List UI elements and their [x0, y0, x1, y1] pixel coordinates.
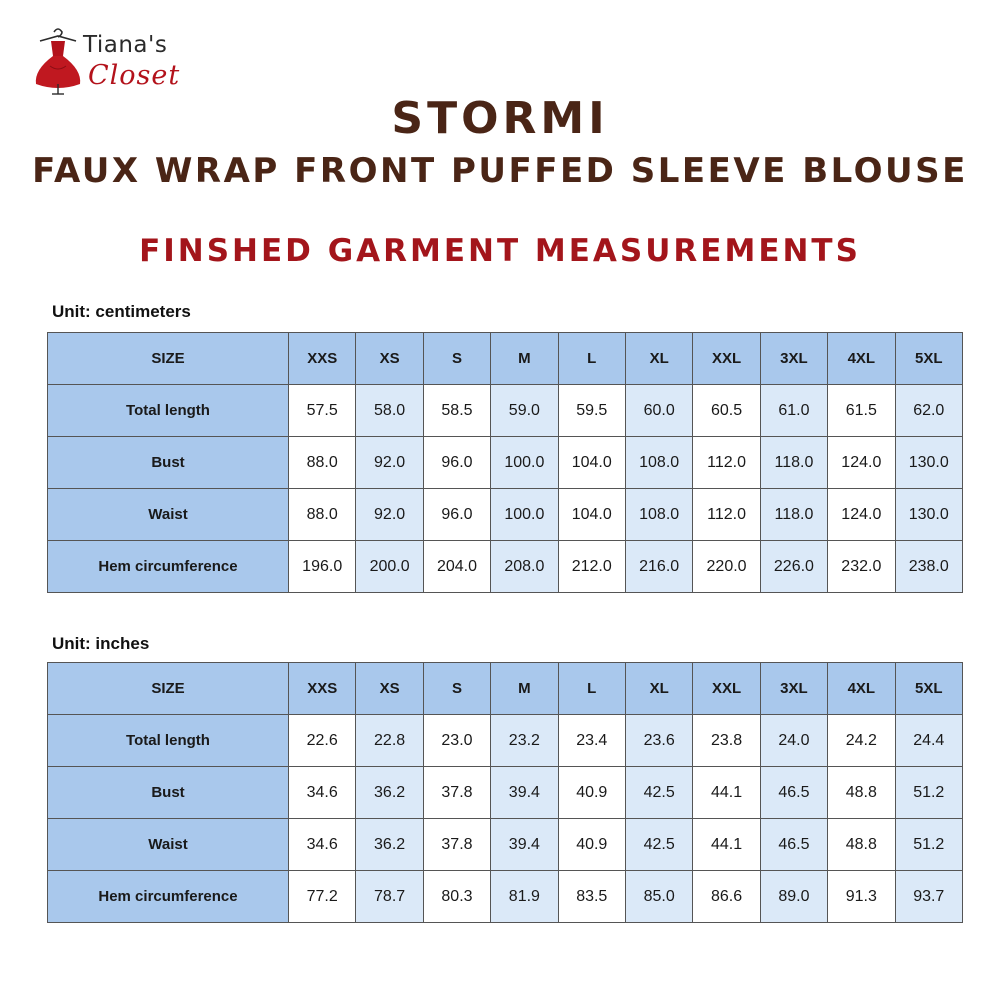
- table-cell: 42.5: [625, 767, 692, 819]
- header-cell: L: [558, 333, 625, 385]
- product-title: STORMI: [391, 93, 609, 144]
- table-cell: 100.0: [491, 437, 558, 489]
- table-cell: 220.0: [693, 541, 760, 593]
- table-cell: 226.0: [760, 541, 827, 593]
- row-label: Hem circumference: [48, 541, 289, 593]
- header-cell: M: [491, 663, 558, 715]
- table-cell: 80.3: [423, 871, 490, 923]
- table-cell: 96.0: [423, 489, 490, 541]
- header-cell: S: [423, 333, 490, 385]
- table-cell: 23.6: [625, 715, 692, 767]
- table-header-row: [48, 333, 963, 385]
- table-cell: 61.0: [760, 385, 827, 437]
- table-cell: 100.0: [491, 489, 558, 541]
- table-row: [48, 871, 963, 923]
- table-cell: 216.0: [625, 541, 692, 593]
- table-cell: 23.4: [558, 715, 625, 767]
- table-cell: 108.0: [625, 437, 692, 489]
- table-cell: 93.7: [895, 871, 962, 923]
- table-cell: 51.2: [895, 767, 962, 819]
- header-cell: S: [423, 663, 490, 715]
- row-label: Bust: [48, 767, 289, 819]
- header-cell: SIZE: [48, 333, 289, 385]
- section-heading: FINSHED GARMENT MEASUREMENTS: [139, 233, 861, 269]
- table-cell: 208.0: [491, 541, 558, 593]
- table-cell: 22.8: [356, 715, 423, 767]
- table-cell: 40.9: [558, 767, 625, 819]
- row-label: Bust: [48, 437, 289, 489]
- table-header-row: [48, 663, 963, 715]
- unit-label-centimeters: Unit: centimeters: [52, 302, 191, 321]
- size-table-centimeters: [47, 332, 963, 593]
- table-cell: 23.0: [423, 715, 490, 767]
- header-cell: 4XL: [828, 663, 895, 715]
- table-cell: 130.0: [895, 489, 962, 541]
- product-subtitle: FAUX WRAP FRONT PUFFED SLEEVE BLOUSE: [32, 151, 968, 191]
- table-cell: 200.0: [356, 541, 423, 593]
- header-cell: 3XL: [760, 333, 827, 385]
- header-cell: M: [491, 333, 558, 385]
- row-label: Waist: [48, 489, 289, 541]
- table-cell: 83.5: [558, 871, 625, 923]
- table-cell: 196.0: [289, 541, 356, 593]
- table-cell: 89.0: [760, 871, 827, 923]
- table-cell: 77.2: [289, 871, 356, 923]
- red-dress-on-hanger-icon: [30, 26, 86, 96]
- header-cell: XL: [625, 333, 692, 385]
- table-cell: 232.0: [828, 541, 895, 593]
- table-cell: 62.0: [895, 385, 962, 437]
- table-cell: 78.7: [356, 871, 423, 923]
- header-cell: 4XL: [828, 333, 895, 385]
- table-row: [48, 767, 963, 819]
- logo-text-tianas: Tiana's: [83, 32, 168, 58]
- header-cell: 5XL: [895, 663, 962, 715]
- header-cell: L: [558, 663, 625, 715]
- header-cell: XS: [356, 663, 423, 715]
- table-cell: 37.8: [423, 819, 490, 871]
- table-cell: 60.0: [625, 385, 692, 437]
- header-cell: XXL: [693, 663, 760, 715]
- header-cell: XXS: [289, 333, 356, 385]
- table-cell: 59.5: [558, 385, 625, 437]
- table-cell: 34.6: [289, 819, 356, 871]
- table-cell: 92.0: [356, 489, 423, 541]
- table-cell: 59.0: [491, 385, 558, 437]
- table-cell: 88.0: [289, 437, 356, 489]
- table-cell: 108.0: [625, 489, 692, 541]
- table-row: [48, 385, 963, 437]
- table-cell: 48.8: [828, 767, 895, 819]
- table-cell: 81.9: [491, 871, 558, 923]
- table-cell: 88.0: [289, 489, 356, 541]
- table-cell: 44.1: [693, 767, 760, 819]
- unit-label-inches: Unit: inches: [52, 634, 150, 653]
- table-cell: 37.8: [423, 767, 490, 819]
- table-cell: 48.8: [828, 819, 895, 871]
- table-cell: 130.0: [895, 437, 962, 489]
- table-cell: 36.2: [356, 819, 423, 871]
- table-cell: 51.2: [895, 819, 962, 871]
- table-cell: 118.0: [760, 489, 827, 541]
- header-cell: SIZE: [48, 663, 289, 715]
- logo-text-closet: Closet: [88, 60, 181, 91]
- table-cell: 22.6: [289, 715, 356, 767]
- header-cell: XXL: [693, 333, 760, 385]
- header-cell: XXS: [289, 663, 356, 715]
- table-row: [48, 541, 963, 593]
- table-cell: 104.0: [558, 437, 625, 489]
- table-cell: 34.6: [289, 767, 356, 819]
- size-table-inches: [47, 662, 963, 923]
- table-cell: 92.0: [356, 437, 423, 489]
- table-cell: 118.0: [760, 437, 827, 489]
- row-label: Total length: [48, 715, 289, 767]
- table-cell: 85.0: [625, 871, 692, 923]
- table-row: [48, 715, 963, 767]
- table-cell: 86.6: [693, 871, 760, 923]
- table-cell: 46.5: [760, 767, 827, 819]
- header-cell: XS: [356, 333, 423, 385]
- table-cell: 58.5: [423, 385, 490, 437]
- table-row: [48, 437, 963, 489]
- table-cell: 58.0: [356, 385, 423, 437]
- table-cell: 57.5: [289, 385, 356, 437]
- table-cell: 23.8: [693, 715, 760, 767]
- table-cell: 36.2: [356, 767, 423, 819]
- table-cell: 112.0: [693, 437, 760, 489]
- table-cell: 238.0: [895, 541, 962, 593]
- table-cell: 24.2: [828, 715, 895, 767]
- table-cell: 112.0: [693, 489, 760, 541]
- row-label: Waist: [48, 819, 289, 871]
- table-cell: 24.0: [760, 715, 827, 767]
- table-cell: 46.5: [760, 819, 827, 871]
- table-cell: 61.5: [828, 385, 895, 437]
- table-cell: 124.0: [828, 489, 895, 541]
- table-row: [48, 819, 963, 871]
- header-cell: XL: [625, 663, 692, 715]
- table-cell: 42.5: [625, 819, 692, 871]
- header-cell: 3XL: [760, 663, 827, 715]
- table-cell: 104.0: [558, 489, 625, 541]
- table-cell: 204.0: [423, 541, 490, 593]
- table-cell: 23.2: [491, 715, 558, 767]
- table-cell: 39.4: [491, 819, 558, 871]
- table-cell: 40.9: [558, 819, 625, 871]
- table-cell: 212.0: [558, 541, 625, 593]
- table-row: [48, 489, 963, 541]
- table-cell: 39.4: [491, 767, 558, 819]
- table-cell: 44.1: [693, 819, 760, 871]
- header-cell: 5XL: [895, 333, 962, 385]
- table-cell: 24.4: [895, 715, 962, 767]
- row-label: Total length: [48, 385, 289, 437]
- table-cell: 60.5: [693, 385, 760, 437]
- table-cell: 96.0: [423, 437, 490, 489]
- row-label: Hem circumference: [48, 871, 289, 923]
- table-cell: 124.0: [828, 437, 895, 489]
- table-cell: 91.3: [828, 871, 895, 923]
